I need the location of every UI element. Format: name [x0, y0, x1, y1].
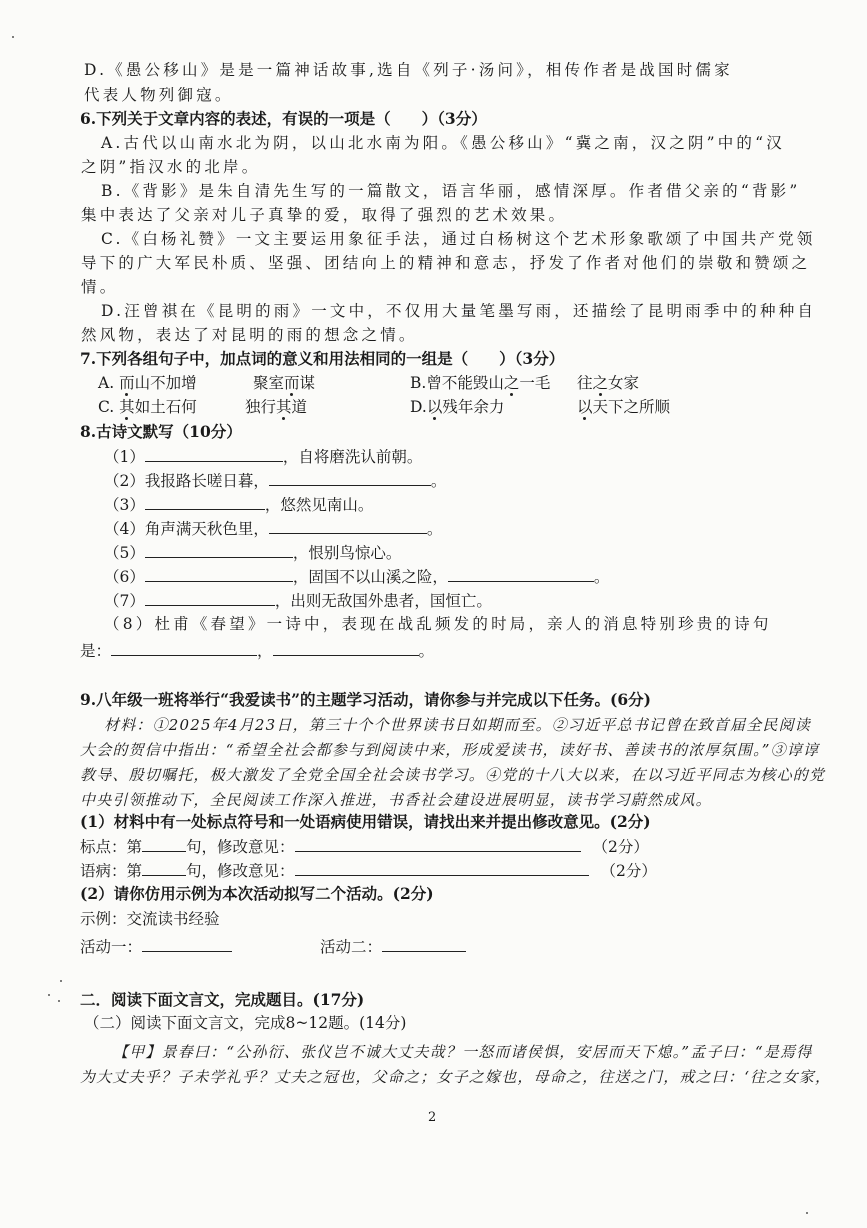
q9-part2-prompt: (2）请你仿用示例为本次活动拟写二个活动。(2分): [80, 884, 434, 903]
q8-item-6: （6） ，固国不以山溪之险， 。: [104, 568, 610, 586]
q7-option-d-right-dotted-word: 以: [577, 398, 593, 416]
q8-blank-6b[interactable]: [448, 566, 594, 582]
q6-option-a-line1: A.古代以山南水北为阴，以山北水南为阳。《愚公移山》“冀之南，汉之阴”中的“汉: [101, 134, 785, 152]
q8-item-3: （3） ，悠然见南山。: [104, 496, 374, 514]
q5-option-d-line1: D.《愚公移山》是是一篇神话故事,选自《列子·汤问》，相传作者是战国时儒家: [84, 61, 733, 79]
q8-stem: 8.古诗文默写（10分）: [80, 422, 242, 441]
q7-option-c-right: 独行其道: [245, 398, 308, 416]
q8-item-2: （2）我报路长嗟日暮， 。: [104, 472, 447, 490]
q9-grammar-row: 语病：第 句，修改意见： （2分）: [80, 862, 657, 880]
q7-option-c-right-dotted-word: 其: [276, 398, 292, 416]
scan-speck: [48, 994, 50, 996]
scan-speck: [58, 1000, 60, 1002]
q8-blank-6a[interactable]: [145, 566, 293, 582]
scan-speck: [12, 36, 14, 38]
q7-option-a-dotted-word: 而: [119, 374, 135, 392]
q8-blank-4[interactable]: [269, 518, 427, 534]
q7-option-b: B.曾不能毁山之一毛: [410, 374, 551, 392]
q7-stem: 7.下列各组句子中，加点词的意义和用法相同的一组是（ ）（3分）: [80, 349, 565, 368]
passage-jia-line2: 为大丈夫乎？子未学礼乎？丈夫之冠也，父命之；女子之嫁也，母命之，往送之门，戒之曰：‘往之女家，: [80, 1068, 832, 1086]
q7-option-d-right: 以天下之所顺: [577, 398, 671, 416]
section-2-title: 二．阅读下面文言文，完成题目。(17分): [80, 990, 365, 1009]
q7-option-c-label: C.: [98, 398, 115, 416]
q9-punct-row: 标点：第 句，修改意见： （2分）: [80, 838, 649, 856]
q8-item-1: （1） ，自将磨洗认前朝。: [104, 448, 423, 466]
q8-blank-8b[interactable]: [273, 640, 419, 656]
q9-part1-prompt: (1）材料中有一处标点符号和一处语病使用错误，请找出来并提出修改意见。(2分): [80, 812, 651, 831]
scan-speck: [806, 1212, 808, 1214]
q7-option-d-dotted-word: 以: [426, 398, 443, 416]
q6-option-d-line2: 然风物，表达了对昆明的雨的想念之情。: [81, 326, 418, 344]
q7-option-a-label: A.: [98, 374, 115, 392]
q7-option-a: [98, 373, 197, 393]
q9-activity-2: 活动二：: [320, 936, 466, 957]
activity-1-blank[interactable]: [142, 936, 232, 952]
q9-material-line1: 材料：①2025年4月23日，第三十个个世界读书日如期而至。②习近平总书记曾在致首届全民阅读: [104, 716, 812, 734]
q6-option-b-line2: 集中表达了父亲对儿子真挚的爱，取得了强烈的艺术效果。: [81, 206, 568, 224]
q9-material-line3: 教导、殷切嘱托，极大激发了全党全国全社会读书学习。④党的十八大以来，在以习近平同志为核心的党: [80, 766, 826, 784]
q8-blank-7[interactable]: [145, 590, 275, 606]
q9-example: 示例：交流读书经验: [80, 910, 220, 928]
q8-blank-8a[interactable]: [111, 640, 257, 656]
punct-revision-blank[interactable]: [295, 836, 581, 852]
q8-blank-1[interactable]: [145, 446, 283, 462]
q6-option-d-line1: D.汪曾祺在《昆明的雨》一文中，不仅用大量笔墨写雨，还描绘了昆明雨季中的种种自: [101, 302, 817, 320]
grammar-revision-blank[interactable]: [295, 860, 589, 876]
q7-option-b-dotted-word: 之: [503, 374, 520, 392]
q8-blank-2[interactable]: [269, 470, 431, 486]
punct-sentence-blank[interactable]: [142, 836, 186, 852]
q7-option-a-left-rest: 山不加增: [134, 374, 197, 392]
q8-blank-3[interactable]: [145, 494, 265, 510]
q7-option-b-right: 往之女家: [577, 374, 640, 392]
activity-2-blank[interactable]: [382, 936, 466, 952]
q6-option-c-line1: C.《白杨礼赞》一文主要运用象征手法，通过白杨树这个艺术形象歌颂了中国共产党领: [101, 230, 816, 248]
grammar-sentence-blank[interactable]: [142, 860, 186, 876]
q7-option-d: D.以残年余力: [410, 398, 505, 416]
q8-item-5: （5） ，恨别鸟惊心。: [104, 544, 402, 562]
q7-option-c-dotted-word: 其: [119, 398, 135, 416]
q9-material-line2: 大会的贺信中指出：“希望全社会都参与到阅读中来，形成爱读书，读好书、善读书的浓厚氛围。”③谆谆: [80, 741, 820, 759]
q6-option-a-line2: 之阴”指汉水的北岸。: [81, 158, 261, 176]
section-2-subtitle: （二）阅读下面文言文，完成8~12题。(14分): [84, 1014, 407, 1032]
q9-material-line4: 中央引领推动下，全民阅读工作深入推进，书香社会建设进展明显，读书学习蔚然成风。: [80, 791, 712, 809]
passage-jia-line1: 【甲】景春曰：“公孙衍、张仪岂不诚大丈夫哉？一怒而诸侯惧，安居而天下熄。”孟子曰：“是焉得: [113, 1043, 813, 1061]
q7-option-a-right: 聚室而谋: [253, 374, 316, 392]
q6-option-b-line1: B.《背影》是朱自清先生写的一篇散文，语言华丽，感情深厚。作者借父亲的“背影”: [101, 182, 801, 200]
q6-stem: 6.下列关于文章内容的表述，有误的一项是（ ）（3分）: [80, 109, 487, 128]
q6-option-c-line2: 导下的广大军民朴质、坚强、团结向上的精神和意志，抒发了作者对他们的崇敬和赞颂之: [81, 254, 811, 272]
q9-activity-1: 活动一：: [80, 936, 232, 957]
q5-option-d-line2: 代表人物列御寇。: [84, 86, 234, 104]
q7-option-b-label: B.: [410, 374, 427, 392]
q8-item-7: （7） ，出则无敌国外患者，国恒亡。: [104, 592, 492, 610]
page-number: 2: [428, 1110, 437, 1125]
q8-item-4: （4）角声满天秋色里， 。: [104, 520, 443, 538]
scan-speck: [60, 980, 62, 982]
q8-blank-5[interactable]: [145, 542, 293, 558]
q6-option-c-line3: 情。: [81, 278, 119, 296]
q8-item-8-line2: 是： ， 。: [80, 642, 435, 660]
q9-stem: 9.八年级一班将举行“我爱读书”的主题学习活动，请你参与并完成以下任务。(6分): [80, 690, 651, 709]
q8-item-8-line1: （8）杜甫《春望》一诗中，表现在战乱频发的时局，亲人的消息特别珍贵的诗句: [104, 615, 772, 633]
q7-option-b-right-dotted-word: 之: [592, 374, 609, 392]
q7-option-a-right-dotted-word: 而: [284, 374, 300, 392]
q7-option-c: C. 其如土石何: [98, 398, 197, 416]
q7-option-d-label: D.: [410, 398, 427, 416]
